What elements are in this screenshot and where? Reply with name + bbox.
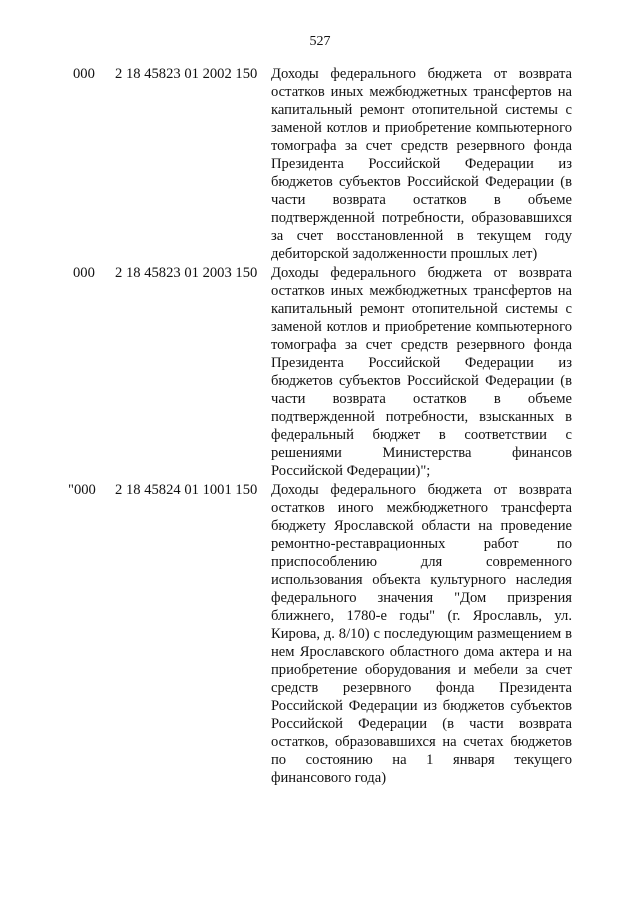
- entry-description: Доходы федерального бюджета от возврата остатков иных межбюджетных трансфертов на капитальный ремонт отопительной системы с заменой котлов и приобретение компьютерного томографа за счет средств резервного фонда Президента Российской Федерации из бюджетов субъектов Российской Федерации (в части возврата остатков в объеме подтвержденной потребности, взысканных в федеральный бюджет в соответствии с решениями Министерства финансов Российской Федерации)";: [271, 265, 572, 479]
- classification-code: 2 18 45823 01 2002 150: [115, 66, 258, 82]
- budget-code-entry: [0, 65, 640, 263]
- page-number: 527: [309, 34, 331, 49]
- administrator-code: 000: [73, 265, 95, 281]
- classification-code: 2 18 45823 01 2003 150: [115, 265, 258, 281]
- administrator-code: 000: [73, 66, 95, 82]
- budget-code-entry: [0, 264, 640, 480]
- administrator-code: "000: [68, 482, 96, 498]
- entry-description: Доходы федерального бюджета от возврата остатков иных межбюджетных трансфертов на капитальный ремонт отопительной системы с заменой котлов и приобретение компьютерного томографа за счет средств резервного фонда Президента Российской Федерации из бюджетов субъектов Российской Федерации (в части возврата остатков в объеме подтвержденной потребности, образовавшихся за счет восстановленной в текущем году дебиторской задолженности прошлых лет): [271, 66, 572, 262]
- budget-code-entry: [0, 481, 640, 787]
- classification-code: 2 18 45824 01 1001 150: [115, 482, 258, 498]
- entry-description: Доходы федерального бюджета от возврата остатков иного межбюджетного трансферта бюджету Ярославской области на проведение ремонтно-реставрационных работ по приспособлению для современного использования объекта культурного наследия федерального значения "Дом призрения ближнего, 1780-е годы" (г. Ярославль, ул. Кирова, д. 8/10) с последующим размещением в нем Ярославского областного дома актера и на приобретение оборудования и мебели за счет средств резервного фонда Президента Российской Федерации из бюджетов субъектов Российской Федерации (в части возврата остатков, образовавшихся на счетах бюджетов по состоянию на 1 января текущего финансового года): [271, 482, 572, 786]
- budget-code-list: [0, 65, 640, 787]
